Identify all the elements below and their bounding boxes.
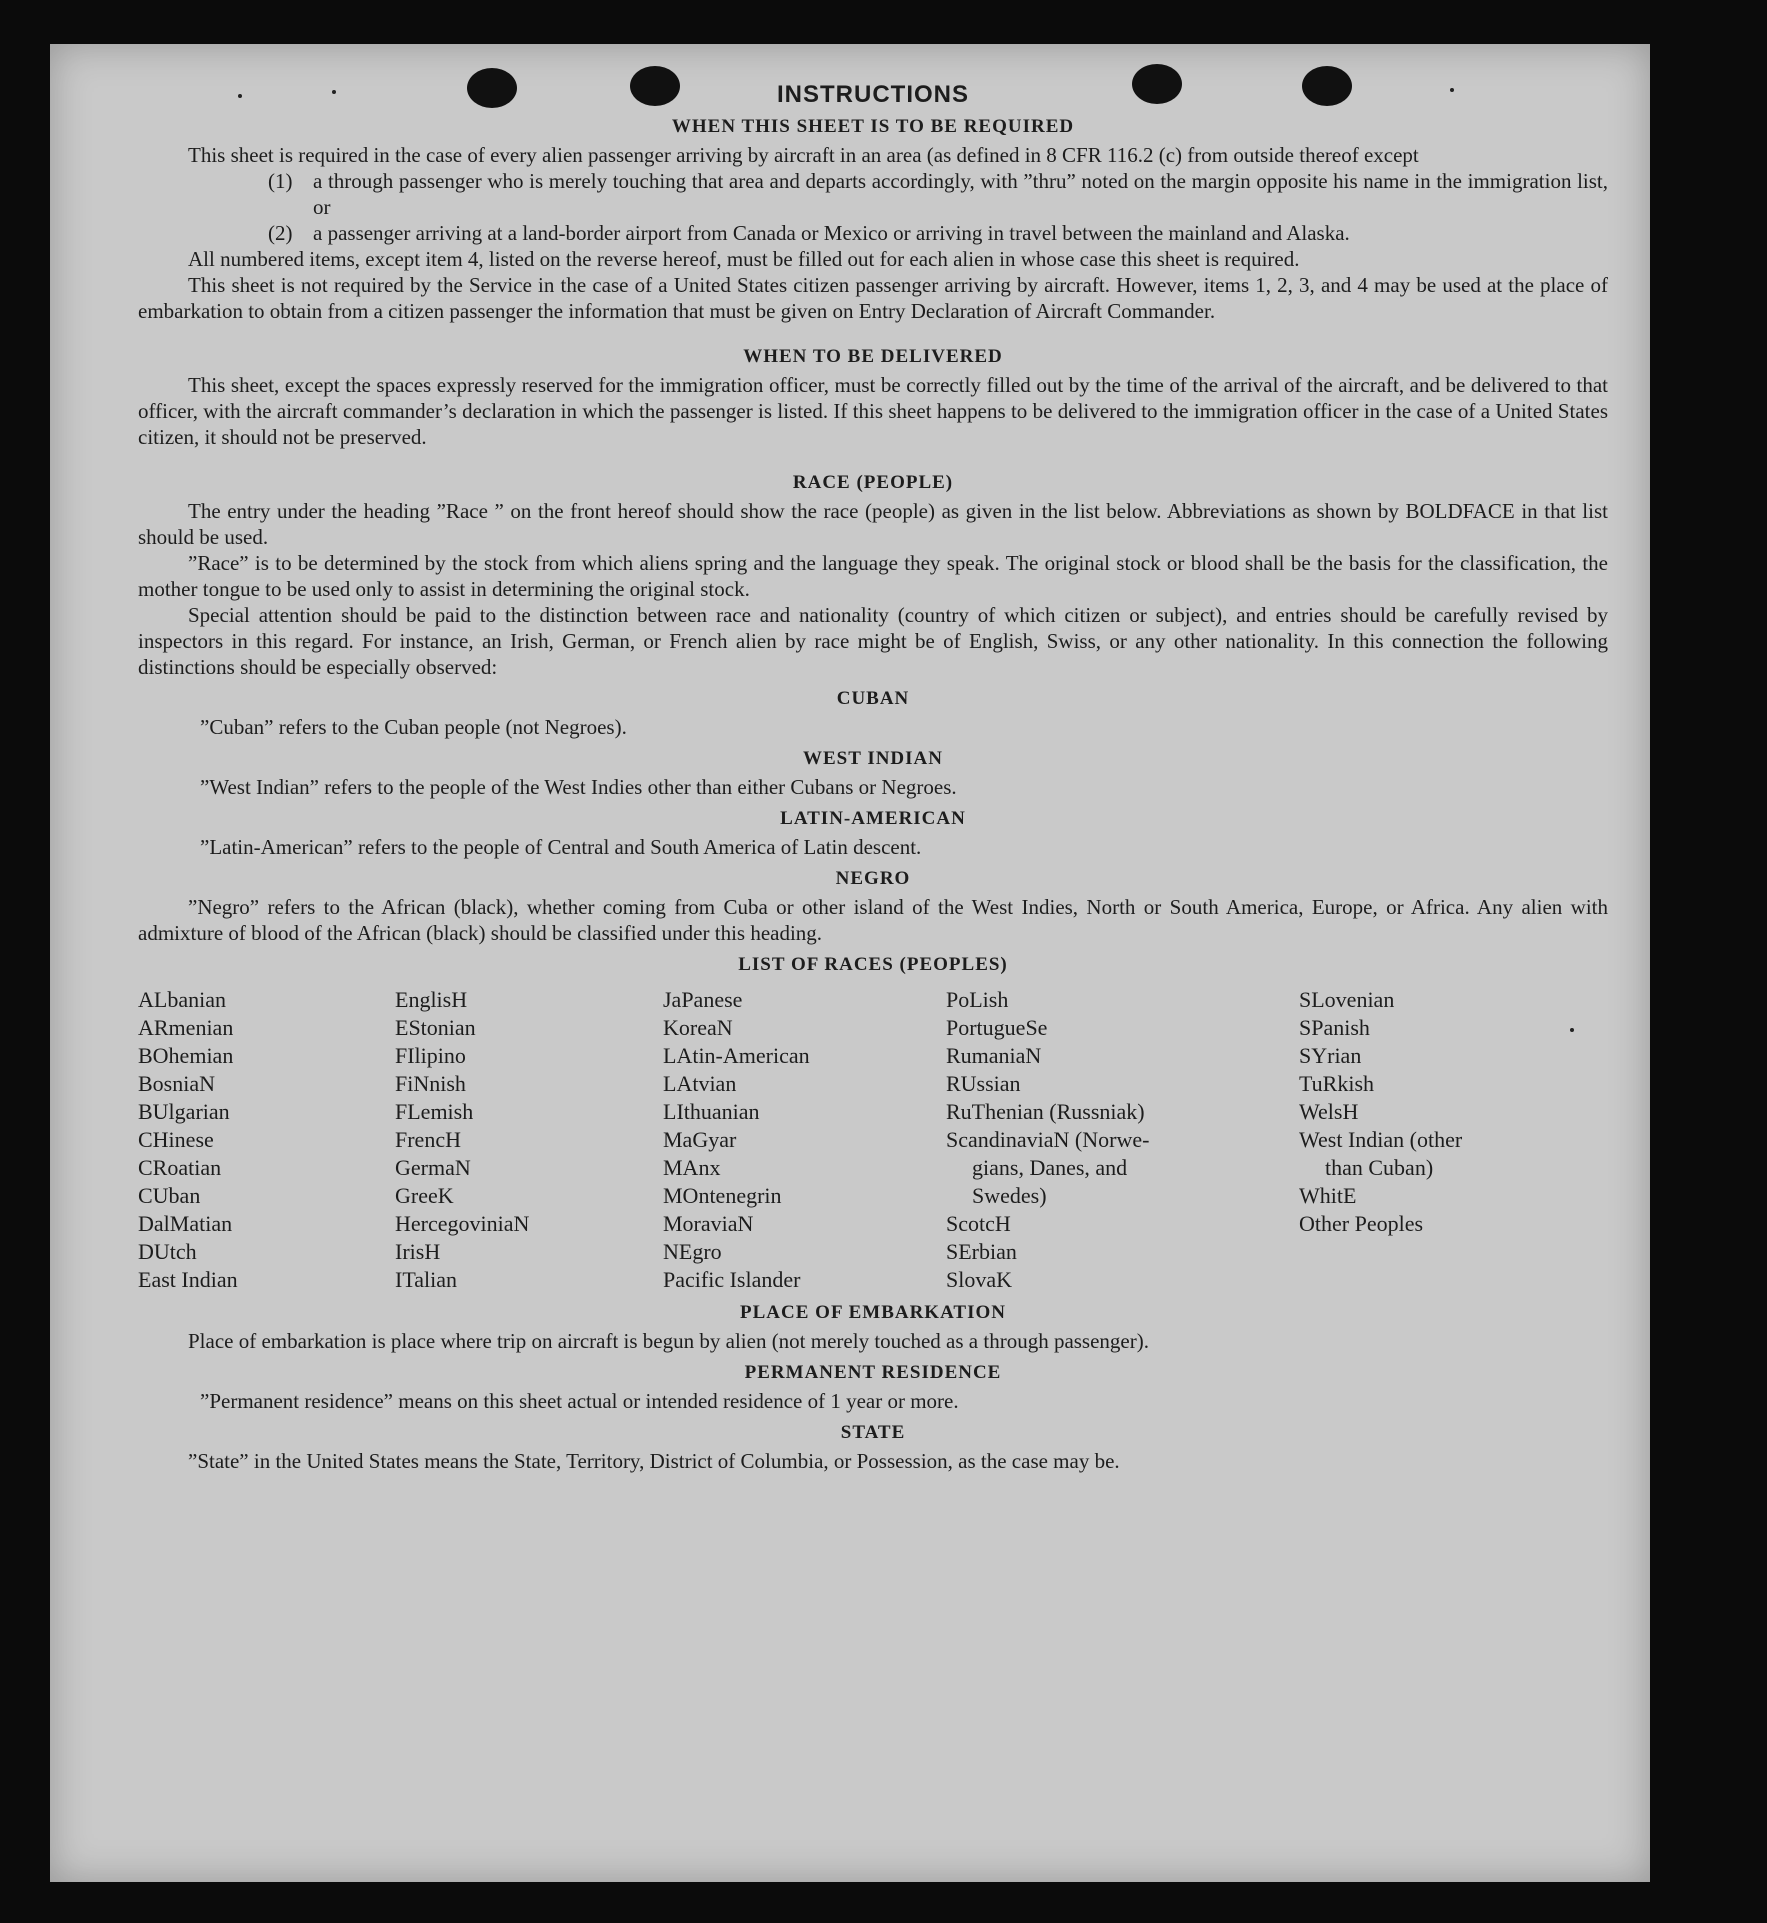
paragraph: ”Race” is to be determined by the stock from which aliens spring and the language they speak. The original stock or blood shall be the basis for the classification, the mother tongue to be used only to assist in determining the original stock. <box>138 551 1608 601</box>
race-entry: Swedes) <box>972 1183 1047 1208</box>
race-column <box>946 986 1299 1294</box>
race-entry: SLovenian <box>1299 987 1395 1012</box>
race-entry: Pacific Islander <box>663 1267 801 1292</box>
section-heading: WHEN THIS SHEET IS TO BE REQUIRED <box>671 116 1075 137</box>
race-entry: PoLish <box>946 987 1009 1012</box>
list-item <box>268 220 1608 246</box>
paragraph: This sheet is required in the case of every alien passenger arriving by aircraft in an area (as defined in 8 CFR 116.2 (c) from outside thereof except <box>188 143 1419 167</box>
section-heading: CUBAN <box>836 688 910 709</box>
race-entry: LAtin-American <box>663 1043 810 1068</box>
race-entry: BosniaN <box>138 1071 215 1096</box>
race-entry: FIlipino <box>395 1043 466 1068</box>
definition: ”Permanent residence” means on this sheet actual or intended residence of 1 year or more. <box>200 1389 959 1413</box>
section-heading: PLACE OF EMBARKATION <box>740 1302 1006 1323</box>
paragraph: ”State” in the United States means the State, Territory, District of Columbia, or Possession, as the case may be. <box>188 1449 1120 1473</box>
section-heading: WHEN TO BE DELIVERED <box>743 346 1003 367</box>
page-title: INSTRUCTIONS <box>777 81 969 108</box>
definition: ”Latin-American” refers to the people of Central and South America of Latin descent. <box>200 835 922 859</box>
race-entry: HercegoviniaN <box>395 1211 530 1236</box>
section-heading: WEST INDIAN <box>803 748 943 769</box>
race-entry: EnglisH <box>395 987 468 1012</box>
race-entry: SlovaK <box>946 1267 1012 1292</box>
race-entry: WhitE <box>1299 1183 1357 1208</box>
race-entry: MoraviaN <box>663 1211 754 1236</box>
race-entry: NEgro <box>663 1239 722 1264</box>
race-entry: LAtvian <box>663 1071 737 1096</box>
paragraph: ”Negro” refers to the African (black), whether coming from Cuba or other island of the West Indies, North or South America, Europe, or Africa. Any alien with admixture of blood of the African (black) should be classified under this heading. <box>138 895 1608 945</box>
race-entry: BOhemian <box>138 1043 234 1068</box>
race-entry: ScandinaviaN (Norwe- <box>946 1127 1150 1152</box>
race-entry: East Indian <box>138 1267 238 1292</box>
definition: ”West Indian” refers to the people of the West Indies other than either Cubans or Negroes. <box>200 775 957 799</box>
race-entry: than Cuban) <box>1325 1155 1434 1180</box>
race-entry: WelsH <box>1299 1099 1359 1124</box>
section-heading: LATIN-AMERICAN <box>780 808 966 829</box>
race-entry: GreeK <box>395 1183 454 1208</box>
race-entry: gians, Danes, and <box>972 1155 1128 1180</box>
item-number: (1) <box>268 169 293 193</box>
paragraph: The entry under the heading ”Race ” on the front hereof should show the race (people) as given in the list below. Abbreviations as shown by BOLDFACE in that list should be used. <box>138 499 1608 549</box>
paragraph: This sheet, except the spaces expressly reserved for the immigration officer, must be correctly filled out by the time of the arrival of the aircraft, and be delivered to that officer, with the aircraft commander’s declaration in which the passenger is listed. If this sheet happens to be delivered to the immigration officer in the case of a United States citizen, it should not be preserved. <box>138 373 1608 449</box>
list-item <box>268 168 1608 220</box>
race-entry: BUlgarian <box>138 1099 230 1124</box>
race-entry: KoreaN <box>663 1015 733 1040</box>
item-text: a through passenger who is merely touching that area and departs accordingly, with ”thru” noted on the margin opposite his name in the immigration list, or <box>313 169 1608 219</box>
race-entry: TuRkish <box>1299 1071 1375 1096</box>
race-entry: MaGyar <box>663 1127 737 1152</box>
race-entry: PortugueSe <box>946 1015 1048 1040</box>
race-column <box>663 986 946 1294</box>
race-entry: RumaniaN <box>946 1043 1042 1068</box>
race-entry: West Indian (other <box>1299 1127 1463 1152</box>
item-number: (2) <box>268 221 293 245</box>
section-heading: PERMANENT RESIDENCE <box>744 1362 1002 1383</box>
race-entry: CHinese <box>138 1127 214 1152</box>
race-entry: ITalian <box>395 1267 457 1292</box>
section-heading: LIST OF RACES (PEOPLES) <box>738 954 1008 975</box>
section-heading: STATE <box>840 1422 906 1443</box>
race-list <box>138 986 1608 1294</box>
paragraph: Place of embarkation is place where trip on aircraft is begun by alien (not merely touched as a through passenger). <box>188 1329 1149 1353</box>
race-entry: FrencH <box>395 1127 461 1152</box>
race-entry: IrisH <box>395 1239 441 1264</box>
section-heading: RACE (PEOPLE) <box>792 472 954 493</box>
race-entry: DalMatian <box>138 1211 233 1236</box>
race-column <box>1299 986 1559 1294</box>
race-entry: CUban <box>138 1183 201 1208</box>
race-entry: LIthuanian <box>663 1099 760 1124</box>
race-entry: CRoatian <box>138 1155 222 1180</box>
section-heading: NEGRO <box>835 868 911 889</box>
race-entry: ALbanian <box>138 987 226 1012</box>
race-entry: FLemish <box>395 1099 474 1124</box>
race-entry: ScotcH <box>946 1211 1011 1236</box>
definition: ”Cuban” refers to the Cuban people (not Negroes). <box>200 715 627 739</box>
paragraph: All numbered items, except item 4, listed on the reverse hereof, must be filled out for each alien in whose case this sheet is required. <box>188 247 1300 271</box>
race-entry: MAnx <box>663 1155 721 1180</box>
race-entry: ARmenian <box>138 1015 234 1040</box>
race-entry: RUssian <box>946 1071 1021 1096</box>
race-entry: SPanish <box>1299 1015 1370 1040</box>
race-entry: EStonian <box>395 1015 476 1040</box>
race-entry: MOntenegrin <box>663 1183 782 1208</box>
race-entry: RuThenian (Russniak) <box>946 1099 1145 1124</box>
item-text: a passenger arriving at a land-border airport from Canada or Mexico or arriving in travel between the mainland and Alaska. <box>313 221 1350 245</box>
race-column <box>395 986 663 1294</box>
race-entry: DUtch <box>138 1239 197 1264</box>
instructions-body <box>138 82 1608 1474</box>
paragraph: Special attention should be paid to the distinction between race and nationality (country of which citizen or subject), and entries should be carefully revised by inspectors in this regard. For instance, an Irish, German, or French alien by race might be of English, Swiss, or any other nationality. In this connection the following distinctions should be especially observed: <box>138 603 1608 679</box>
race-entry: GermaN <box>395 1155 471 1180</box>
race-entry: SErbian <box>946 1239 1017 1264</box>
document-page <box>50 44 1650 1882</box>
race-entry: Other Peoples <box>1299 1211 1424 1236</box>
race-entry: JaPanese <box>663 987 743 1012</box>
race-entry: FiNnish <box>395 1071 466 1096</box>
race-column <box>138 986 395 1294</box>
race-entry: SYrian <box>1299 1043 1362 1068</box>
paragraph: This sheet is not required by the Service in the case of a United States citizen passenger arriving by aircraft. However, items 1, 2, 3, and 4 may be used at the place of embarkation to obtain from a citizen passenger the information that must be given on Entry Declaration of Aircraft Commander. <box>138 273 1608 323</box>
